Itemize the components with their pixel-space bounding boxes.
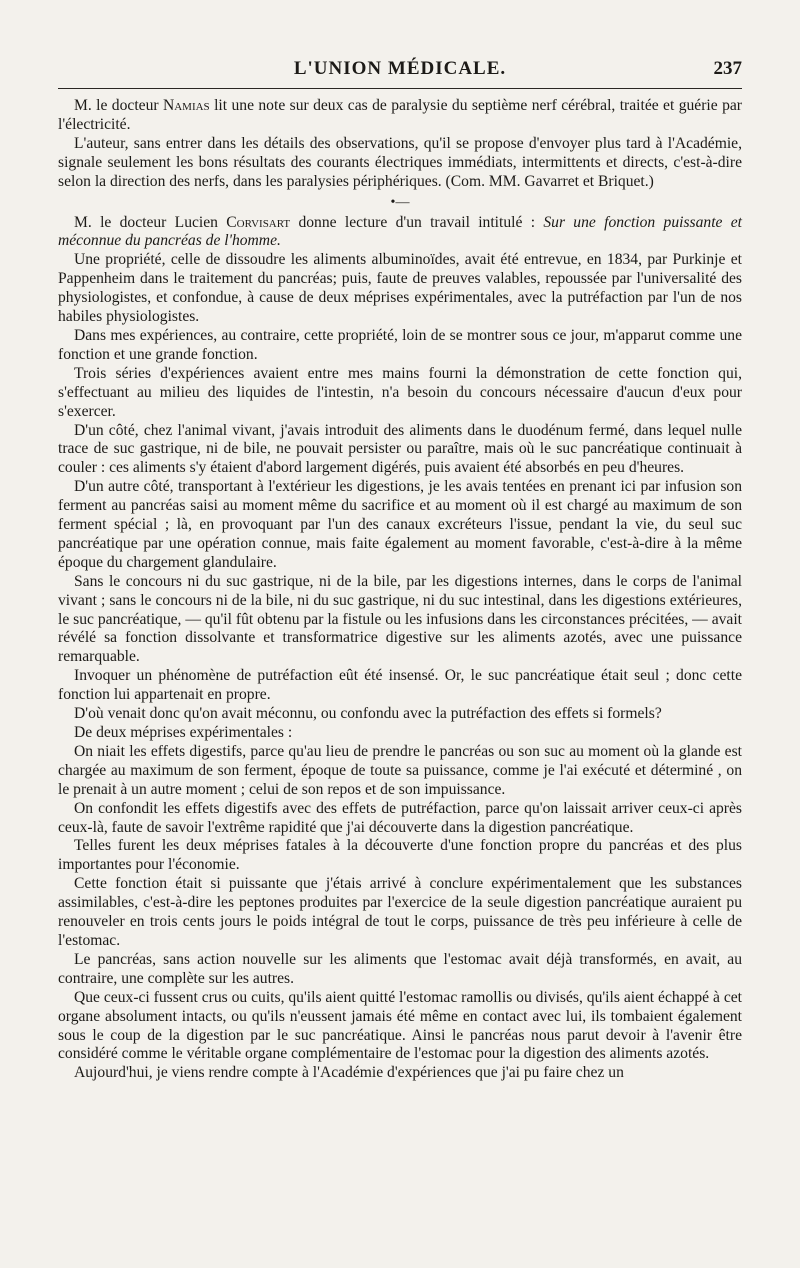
body-paragraph: D'un autre côté, transportant à l'extérieur les digestions, je les avais tentées en prenant ici par infusion son ferment au pancréas saisi au moment même du sacrifice et au moment où il est chargé au maximum de son ferment spécial ; là, en provoquant par l'un des canaux excréteurs l'issue, pendant la vie, du seul suc pancréatique par une opération connue, mais faite également au moment favorable, c'est-à-dire à la même époque du chargement glandulaire. (58, 478, 742, 571)
body-paragraph: On niait les effets digestifs, parce qu'au lieu de prendre le pancréas ou son suc au moment où la glande est chargée au maximum de son ferment, époque de toute sa puissance, comme je l'ai exécuté et déterminé , on le prenait à un autre moment ; celui de son repos et de son impuissance. (58, 742, 742, 798)
page-header (58, 58, 742, 88)
paragraph-lead: M. le docteur Lucien (74, 213, 227, 231)
body-paragraph: Cette fonction était si puissante que j'étais arrivé à conclure expérimentalement que les substances assimilables, c'est-à-dire les peptones produites par l'exercice de la seule digestion pancréatique auraient pu renouveler en trois cents jours le poids intégral de tout le corps, puissance de très peu inférieure à celle de l'estomac. (58, 875, 742, 949)
section-separator: •— (390, 194, 410, 210)
paragraph-lead: M. le docteur (74, 97, 163, 114)
running-title: L'UNION MÉDICALE. (293, 58, 507, 79)
body-paragraph: Une propriété, celle de dissoudre les aliments albuminoïdes, avait été entrevue, en 1834, par Purkinje et Pappenheim dans le traitement du pancréas; puis, faute de preuves valables, repoussée par l'universalité des physiologistes, et confondue, à cause de deux méprises expérimentales, avec la putréfaction par l'un de nos habiles physiologistes. (58, 251, 742, 326)
body-paragraph: Sans le concours ni du suc gastrique, ni de la bile, par les digestions internes, dans le corps de l'animal vivant ; sans le concours ni de la bile, ni du suc gastrique, ni du suc intestinal, dans les digestions extérieures, le suc pancréatique, — qu'il fût obtenu par la fistule ou les infusions dans les circonstances précitées, — avait révélé sa fonction dissolvante et transformatrice digestive sur les aliments azotés, avec une puissance remarquable. (58, 572, 742, 666)
paragraph-namias (58, 97, 742, 135)
body-paragraph: Dans mes expériences, au contraire, cette propriété, loin de se montrer sous ce jour, m'apparut comme une fonction et une grande fonction. (58, 326, 742, 363)
paragraph-text: donne lecture d'un travail intitulé : (290, 213, 544, 231)
page-number: 237 (713, 58, 742, 79)
body-paragraph: D'où venait donc qu'on avait méconnu, ou confondu avec la putréfaction des effets si formels? (74, 705, 662, 723)
author-name-corvisart: Corvisart (226, 213, 291, 231)
body-paragraph: Telles furent les deux méprises fatales à la découverte d'une fonction propre du pancréas et des plus importantes pour l'économie. (58, 837, 742, 874)
body-paragraph: De deux méprises expérimentales : (74, 724, 293, 741)
paragraph-corvisart (58, 214, 742, 252)
paragraph-namias-summary: L'auteur, sans entrer dans les détails des observations, qu'il se propose d'envoyer plus tard à l'Académie, signale seulement les bons résultats des courants électriques immédiats, intermittents et directs, c'est-à-dire selon la direction des nerfs, dans les paralysies périphériques. (Com. MM. Gavarret et Briquet.) (58, 134, 742, 190)
header-rule (58, 88, 742, 89)
body-paragraph: On confondit les effets digestifs avec des effets de putréfaction, parce qu'on laissait arriver ceux-ci après ceux-là, faute de savoir l'extrême rapidité que j'ai découverte dans la digestion pancréatique. (58, 799, 742, 836)
work-title: Sur une fonction puissante et méconnue du pancréas de l'homme. (58, 213, 742, 250)
body-paragraph: Que ceux-ci fussent crus ou cuits, qu'ils aient quitté l'estomac ramollis ou divisés, qu'ils aient échappé à cet organe absolument intacts, ou qu'ils n'eussent jamais été même en contact avec lui, ils tombaient également sous le coup de la digestion par le suc pancréatique. Ainsi le pancréas nous parut devoir à l'avenir être considéré comme le véritable organe complémentaire de l'estomac pour la digestion des aliments azotés. (58, 988, 742, 1063)
body-paragraph: Trois séries d'expériences avaient entre mes mains fourni la démonstration de cette fonction qui, s'effectuant au milieu des liquides de l'intestin, n'a besoin du concours nécessaire d'aucun d'eux pour s'exercer. (58, 364, 742, 420)
body-paragraph: Invoquer un phénomène de putréfaction eût été insensé. Or, le suc pancréatique était seul ; donc cette fonction lui appartenait en propre. (58, 667, 742, 704)
author-name-namias: Namias (162, 97, 210, 114)
body-paragraph: Le pancréas, sans action nouvelle sur les aliments que l'estomac avait déjà transformés, en avait, au contraire, une complète sur les autres. (58, 950, 742, 987)
body-paragraph: D'un côté, chez l'animal vivant, j'avais introduit des aliments dans le duodénum fermé, dans lequel nulle trace de suc gastrique, ni de bile, ne pouvait persister ou paraître, mais où le suc pancréatique continuait à couler : ces aliments s'y étaient d'abord largement digérés, puis avaient été absorbés en peu d'heures. (58, 421, 742, 477)
body-paragraph: Aujourd'hui, je viens rendre compte à l'Académie d'expériences que j'ai pu faire chez un (74, 1064, 624, 1082)
article-body (58, 97, 742, 1083)
paragraph-text: lit une note sur deux cas de paralysie du septième nerf cérébral, traitée et guérie par l'électricité. (58, 97, 742, 133)
